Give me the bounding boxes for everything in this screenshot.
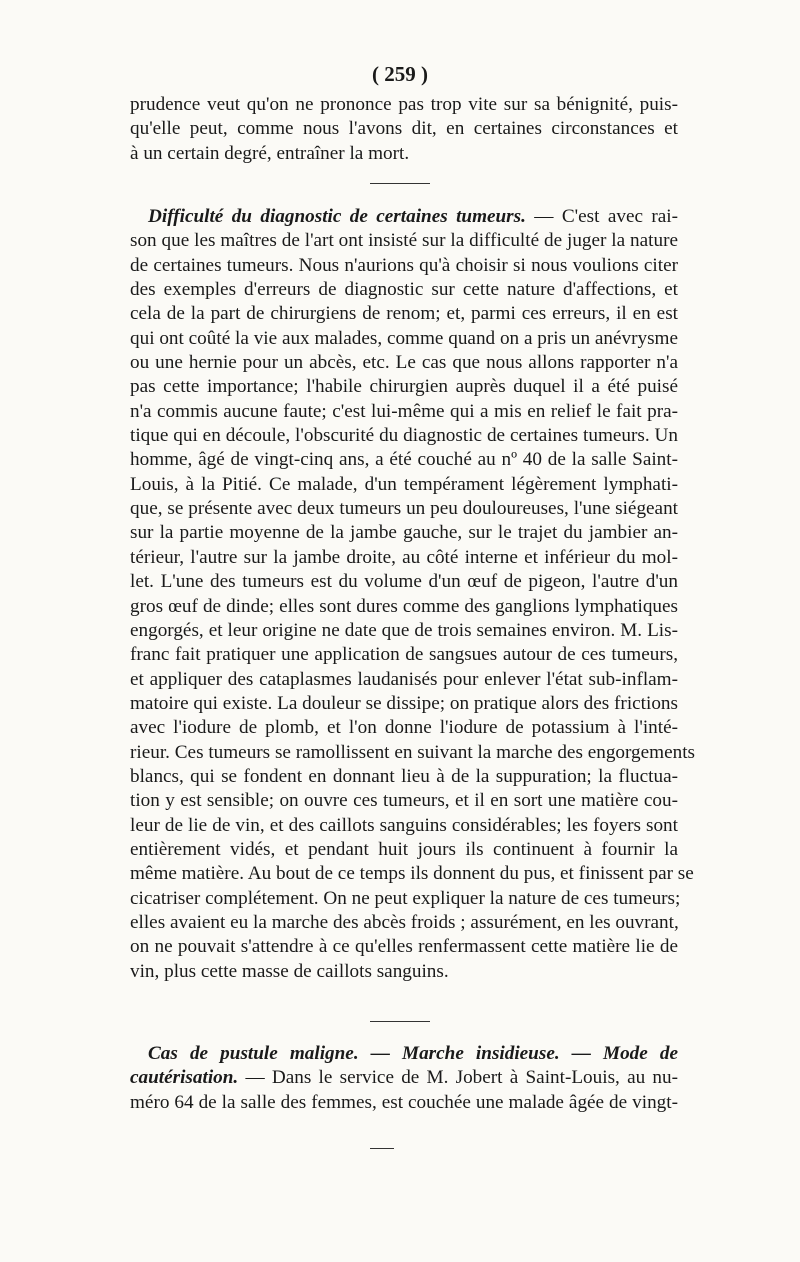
- section-title-line2: cautérisation.: [130, 1067, 239, 1089]
- text-line: Louis, à la Pitié. Ce malade, d'un tempérament légèrement lymphati-: [130, 473, 678, 495]
- text-line: à un certain degré, entraîner la mort.: [130, 142, 410, 164]
- text-line: avec l'iodure de plomb, et l'on donne l'iodure de potassium à l'inté-: [130, 717, 678, 739]
- text-line: on ne pouvait s'attendre à ce qu'elles renfermassent cette matière lie de: [130, 936, 678, 958]
- text-line: des exemples d'erreurs de diagnostic sur cette nature d'affections, et: [130, 279, 678, 301]
- text-line: qu'elle peut, comme nous l'avons dit, en certaines circonstances et: [130, 118, 678, 140]
- text-line: n'a commis aucune faute; c'est lui-même qui a mis en relief le fait pra-: [130, 400, 678, 422]
- text-line: let. L'une des tumeurs est du volume d'un œuf de pigeon, l'autre d'un: [130, 571, 678, 593]
- section-divider: [370, 183, 430, 184]
- section-lead: — C'est avec rai-: [525, 206, 679, 227]
- text-line: ou une hernie pour un abcès, etc. Le cas que nous allons rapporter n'a: [130, 352, 678, 374]
- text-line: méro 64 de la salle des femmes, est couchée une malade âgée de vingt-: [130, 1091, 678, 1113]
- text-line: cela de la part de chirurgiens de renom; et, parmi ces erreurs, il en est: [130, 303, 678, 325]
- section-title-line1: Cas de pustule maligne. — Marche insidieuse. — Mode de: [148, 1043, 678, 1064]
- section-pustule-maligne: [130, 1042, 678, 1115]
- text-line: matoire qui existe. La douleur se dissipe; on pratique alors des frictions: [130, 692, 678, 714]
- signature-mark: [370, 1148, 394, 1149]
- text-line: blancs, qui se fondent en donnant lieu à de la suppuration; la fluctua-: [130, 765, 678, 787]
- text-line: engorgés, et leur origine ne date que de trois semaines environ. M. Lis-: [130, 619, 678, 641]
- section-heading-line: [130, 205, 678, 229]
- section-divider: [370, 1021, 430, 1022]
- text-line: franc fait pratiquer une application de sangsues autour de ces tumeurs,: [130, 644, 678, 666]
- section-difficulte-diagnostic: [130, 205, 695, 984]
- text-line: entièrement vidés, et pendant huit jours ils continuent à fournir la: [130, 838, 678, 860]
- text-line: tion y est sensible; on ouvre ces tumeurs, et il en sort une matière cou-: [130, 790, 678, 812]
- text-line: que, se présente avec deux tumeurs un peu douloureuses, l'une siégeant: [130, 498, 678, 520]
- text-line: tique qui en découle, l'obscurité du diagnostic de certaines tumeurs. Un: [130, 425, 678, 447]
- text-line: et appliquer des cataplasmes laudanisés pour enlever l'état sub-inflam-: [130, 668, 678, 690]
- text-line: son que les maîtres de l'art ont insisté sur la difficulté de juger la nature: [130, 230, 678, 252]
- section-title: Difficulté du diagnostic de certaines tumeurs.: [148, 206, 526, 227]
- text-line: qui ont coûté la vie aux malades, comme quand on a pris un anévrysme: [130, 327, 678, 349]
- page-number: ( 259 ): [372, 62, 428, 86]
- text-line: pas cette importance; l'habile chirurgien auprès duquel il a été puisé: [130, 376, 678, 398]
- text-line: prudence veut qu'on ne prononce pas trop vite sur sa bénignité, puis-: [130, 94, 678, 115]
- text-line: gros œuf de dinde; elles sont dures comme des ganglions lymphatiques: [130, 595, 678, 617]
- text-line: térieur, l'autre sur la jambe droite, au côté interne et inférieur du mol-: [130, 546, 678, 568]
- text-line: cicatriser complétement. On ne peut expliquer la nature de ces tumeurs;: [130, 887, 681, 909]
- text-line: de certaines tumeurs. Nous n'aurions qu'à choisir si nous voulions citer: [130, 254, 678, 276]
- text-line: sur la partie moyenne de la jambe gauche, sur le trajet du jambier an-: [130, 522, 678, 544]
- continuation-paragraph: [130, 93, 678, 166]
- section-heading-line: [130, 1042, 678, 1066]
- section-lead: — Dans le service de M. Jobert à Saint-Louis, au nu-: [238, 1067, 678, 1089]
- text-line: rieur. Ces tumeurs se ramollissent en suivant la marche des engorgements: [130, 741, 695, 763]
- text-line: homme, âgé de vingt-cinq ans, a été couché au nº 40 de la salle Saint-: [130, 449, 678, 471]
- text-line: vin, plus cette masse de caillots sanguins.: [130, 960, 449, 982]
- text-line: même matière. Au bout de ce temps ils donnent du pus, et finissent par se: [130, 863, 694, 885]
- text-line: leur de lie de vin, et des caillots sanguins considérables; les foyers sont: [130, 814, 678, 836]
- section-heading-line: [130, 1066, 678, 1090]
- text-line: elles avaient eu la marche des abcès froids ; assurément, en les ouvrant,: [130, 911, 679, 933]
